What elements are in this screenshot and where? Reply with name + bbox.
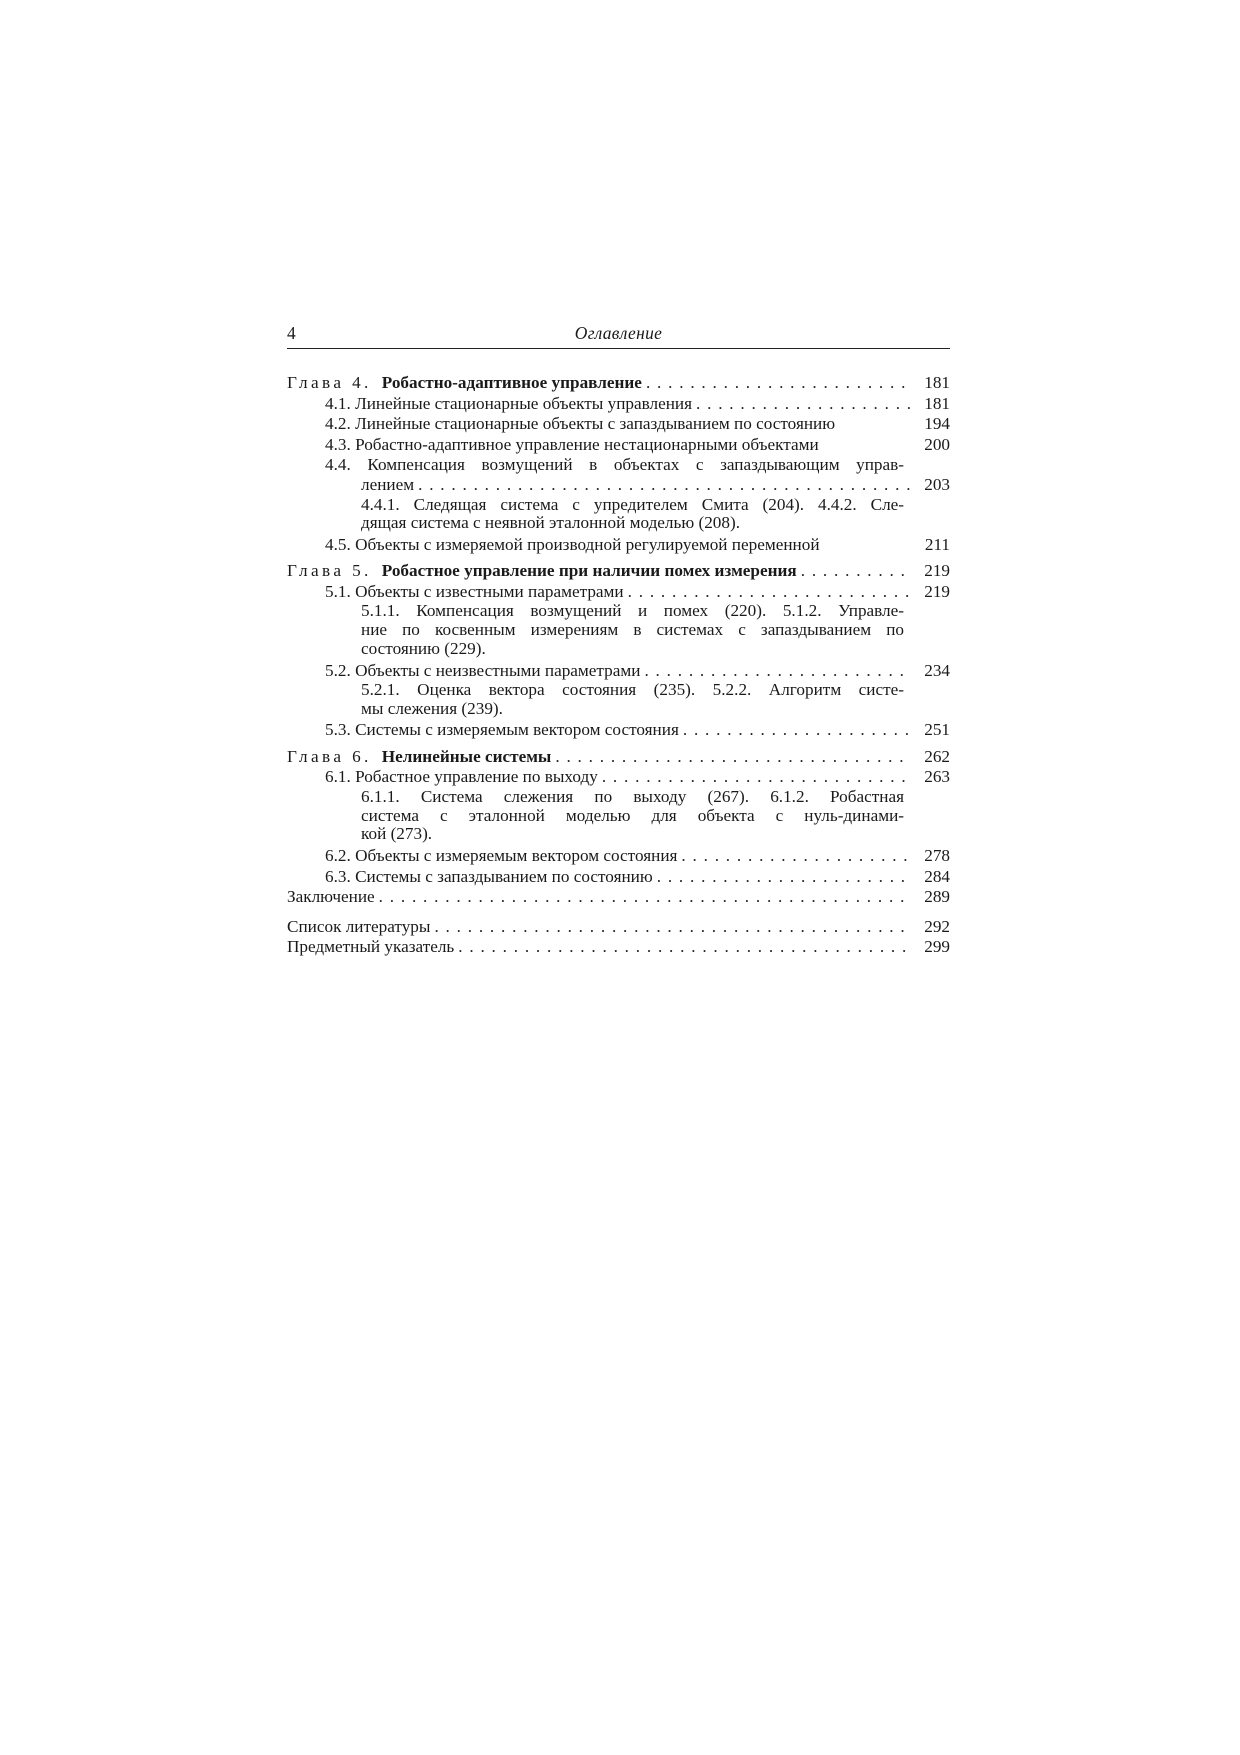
- section-title: 4.1. Линейные стационарные объекты управления: [325, 393, 693, 413]
- page-ref: 194: [924, 414, 950, 433]
- subsection-line: кой (273).: [361, 824, 433, 844]
- subsection-line: состоянию (229).: [361, 638, 486, 658]
- page-ref: 203: [924, 475, 950, 494]
- toc-section-4-2[interactable]: [287, 414, 950, 435]
- toc-section-6-3[interactable]: [287, 867, 950, 888]
- page-ref: 211: [924, 534, 950, 554]
- page-ref: 284: [924, 866, 950, 886]
- toc-chapter-5[interactable]: [287, 561, 950, 582]
- section-title: 6.3. Системы с запаздыванием по состоянию: [325, 866, 653, 886]
- chapter-title: Нелинейные системы: [381, 746, 552, 766]
- section-title: 4.2. Линейные стационарные объекты с запаздыванием по состоянию: [325, 414, 836, 433]
- subsections-5-1: [287, 602, 950, 658]
- leader-dots: [434, 917, 910, 938]
- page-ref: 263: [924, 767, 950, 787]
- leader-dots: [644, 661, 910, 682]
- subsection-line: 5.1.1. Компенсация возмущений и помех (220). 5.1.2. Управле-: [361, 601, 904, 621]
- leader-dots: [696, 394, 910, 415]
- leader-dots: [418, 475, 910, 496]
- page-ref: 251: [924, 720, 950, 740]
- toc-section-6-1[interactable]: [287, 767, 950, 788]
- leader-dots: [379, 887, 910, 908]
- toc-section-4-5[interactable]: [287, 535, 950, 556]
- running-head: [287, 322, 950, 349]
- section-title: 4.5. Объекты с измеряемой производной регулируемой переменной: [325, 534, 820, 554]
- subsection-line: 6.1.1. Система слежения по выходу (267). 6.1.2. Робастная: [361, 786, 904, 806]
- section-title-line-2: лением: [361, 475, 415, 494]
- subsection-line: система с эталонной моделью для объекта с нуль-динами-: [361, 805, 904, 825]
- entry-title: Список литературы: [287, 916, 431, 936]
- toc-subject-index[interactable]: [287, 937, 950, 958]
- leader-dots: [646, 373, 910, 394]
- toc-bibliography[interactable]: [287, 917, 950, 938]
- leader-dots: [555, 747, 910, 768]
- chapter-title: Робастное управление при наличии помех измерения: [381, 561, 797, 581]
- chapter-number: Глава 6.: [287, 746, 372, 766]
- toc-section-5-3[interactable]: [287, 720, 950, 741]
- subsection-line: дящая система с неявной эталонной моделью (208).: [361, 513, 741, 533]
- section-title: 6.1. Робастное управление по выходу: [325, 767, 598, 787]
- entry-title: Заключение: [287, 887, 375, 907]
- page-ref: 200: [924, 434, 950, 454]
- subsection-line: ние по косвенным измерениям в системах с запаздыванием по: [361, 620, 904, 640]
- toc-section-5-2[interactable]: [287, 661, 950, 682]
- leader-dots: [681, 846, 910, 867]
- toc-chapter-4[interactable]: [287, 373, 950, 394]
- page-ref: 219: [924, 561, 950, 581]
- subsection-line: мы слежения (239).: [361, 698, 503, 718]
- leader-dots: [657, 867, 910, 888]
- leader-dots: [602, 767, 910, 788]
- toc-section-6-2[interactable]: [287, 846, 950, 867]
- section-title: 5.1. Объекты с известными параметрами: [325, 581, 624, 601]
- subsections-6-1: [287, 788, 950, 844]
- page-ref: 262: [924, 746, 950, 766]
- page-ref: 181: [924, 373, 950, 392]
- toc-conclusion[interactable]: [287, 887, 950, 908]
- subsections-4-4: [287, 496, 950, 533]
- section-title: 5.2. Объекты с неизвестными параметрами: [325, 660, 641, 680]
- page-ref: 181: [924, 393, 950, 413]
- running-title: Оглавление: [574, 323, 663, 343]
- leader-dots: [628, 582, 910, 603]
- chapter-number: Глава 5.: [287, 561, 372, 581]
- page-ref: 234: [924, 660, 950, 680]
- leader-dots: [683, 720, 910, 741]
- page-number: 4: [287, 323, 296, 343]
- page-ref: 299: [924, 937, 950, 957]
- subsection-line: 5.2.1. Оценка вектора состояния (235). 5.2.2. Алгоритм систе-: [361, 680, 904, 700]
- section-title: 6.2. Объекты с измеряемым вектором состояния: [325, 846, 678, 866]
- page-ref: 292: [924, 916, 950, 936]
- page-ref: 289: [924, 887, 950, 907]
- subsection-line: 4.4.1. Следящая система с упредителем Смита (204). 4.4.2. Сле-: [361, 494, 904, 514]
- leader-dots: [801, 561, 910, 582]
- toc-chapter-6[interactable]: [287, 747, 950, 768]
- toc-section-4-4[interactable]: [287, 475, 950, 496]
- table-of-contents: [287, 373, 950, 958]
- subsections-5-2: [287, 681, 950, 718]
- chapter-title: Робастно-адаптивное управление: [381, 373, 642, 392]
- toc-section-5-1[interactable]: [287, 582, 950, 603]
- toc-section-4-1[interactable]: [287, 394, 950, 415]
- section-title: 5.3. Системы с измеряемым вектором состояния: [325, 720, 679, 740]
- section-title-line-1[interactable]: 4.4. Компенсация возмущений в объектах с запаздывающим управ-: [325, 455, 904, 474]
- entry-title: Предметный указатель: [287, 937, 455, 957]
- page-ref: 219: [924, 581, 950, 601]
- section-title: 4.3. Робастно-адаптивное управление нестационарными объектами: [325, 434, 819, 454]
- leader-dots: [458, 937, 910, 958]
- toc-section-4-3[interactable]: [287, 435, 950, 456]
- chapter-number: Глава 4.: [287, 373, 372, 392]
- page-ref: 278: [924, 846, 950, 866]
